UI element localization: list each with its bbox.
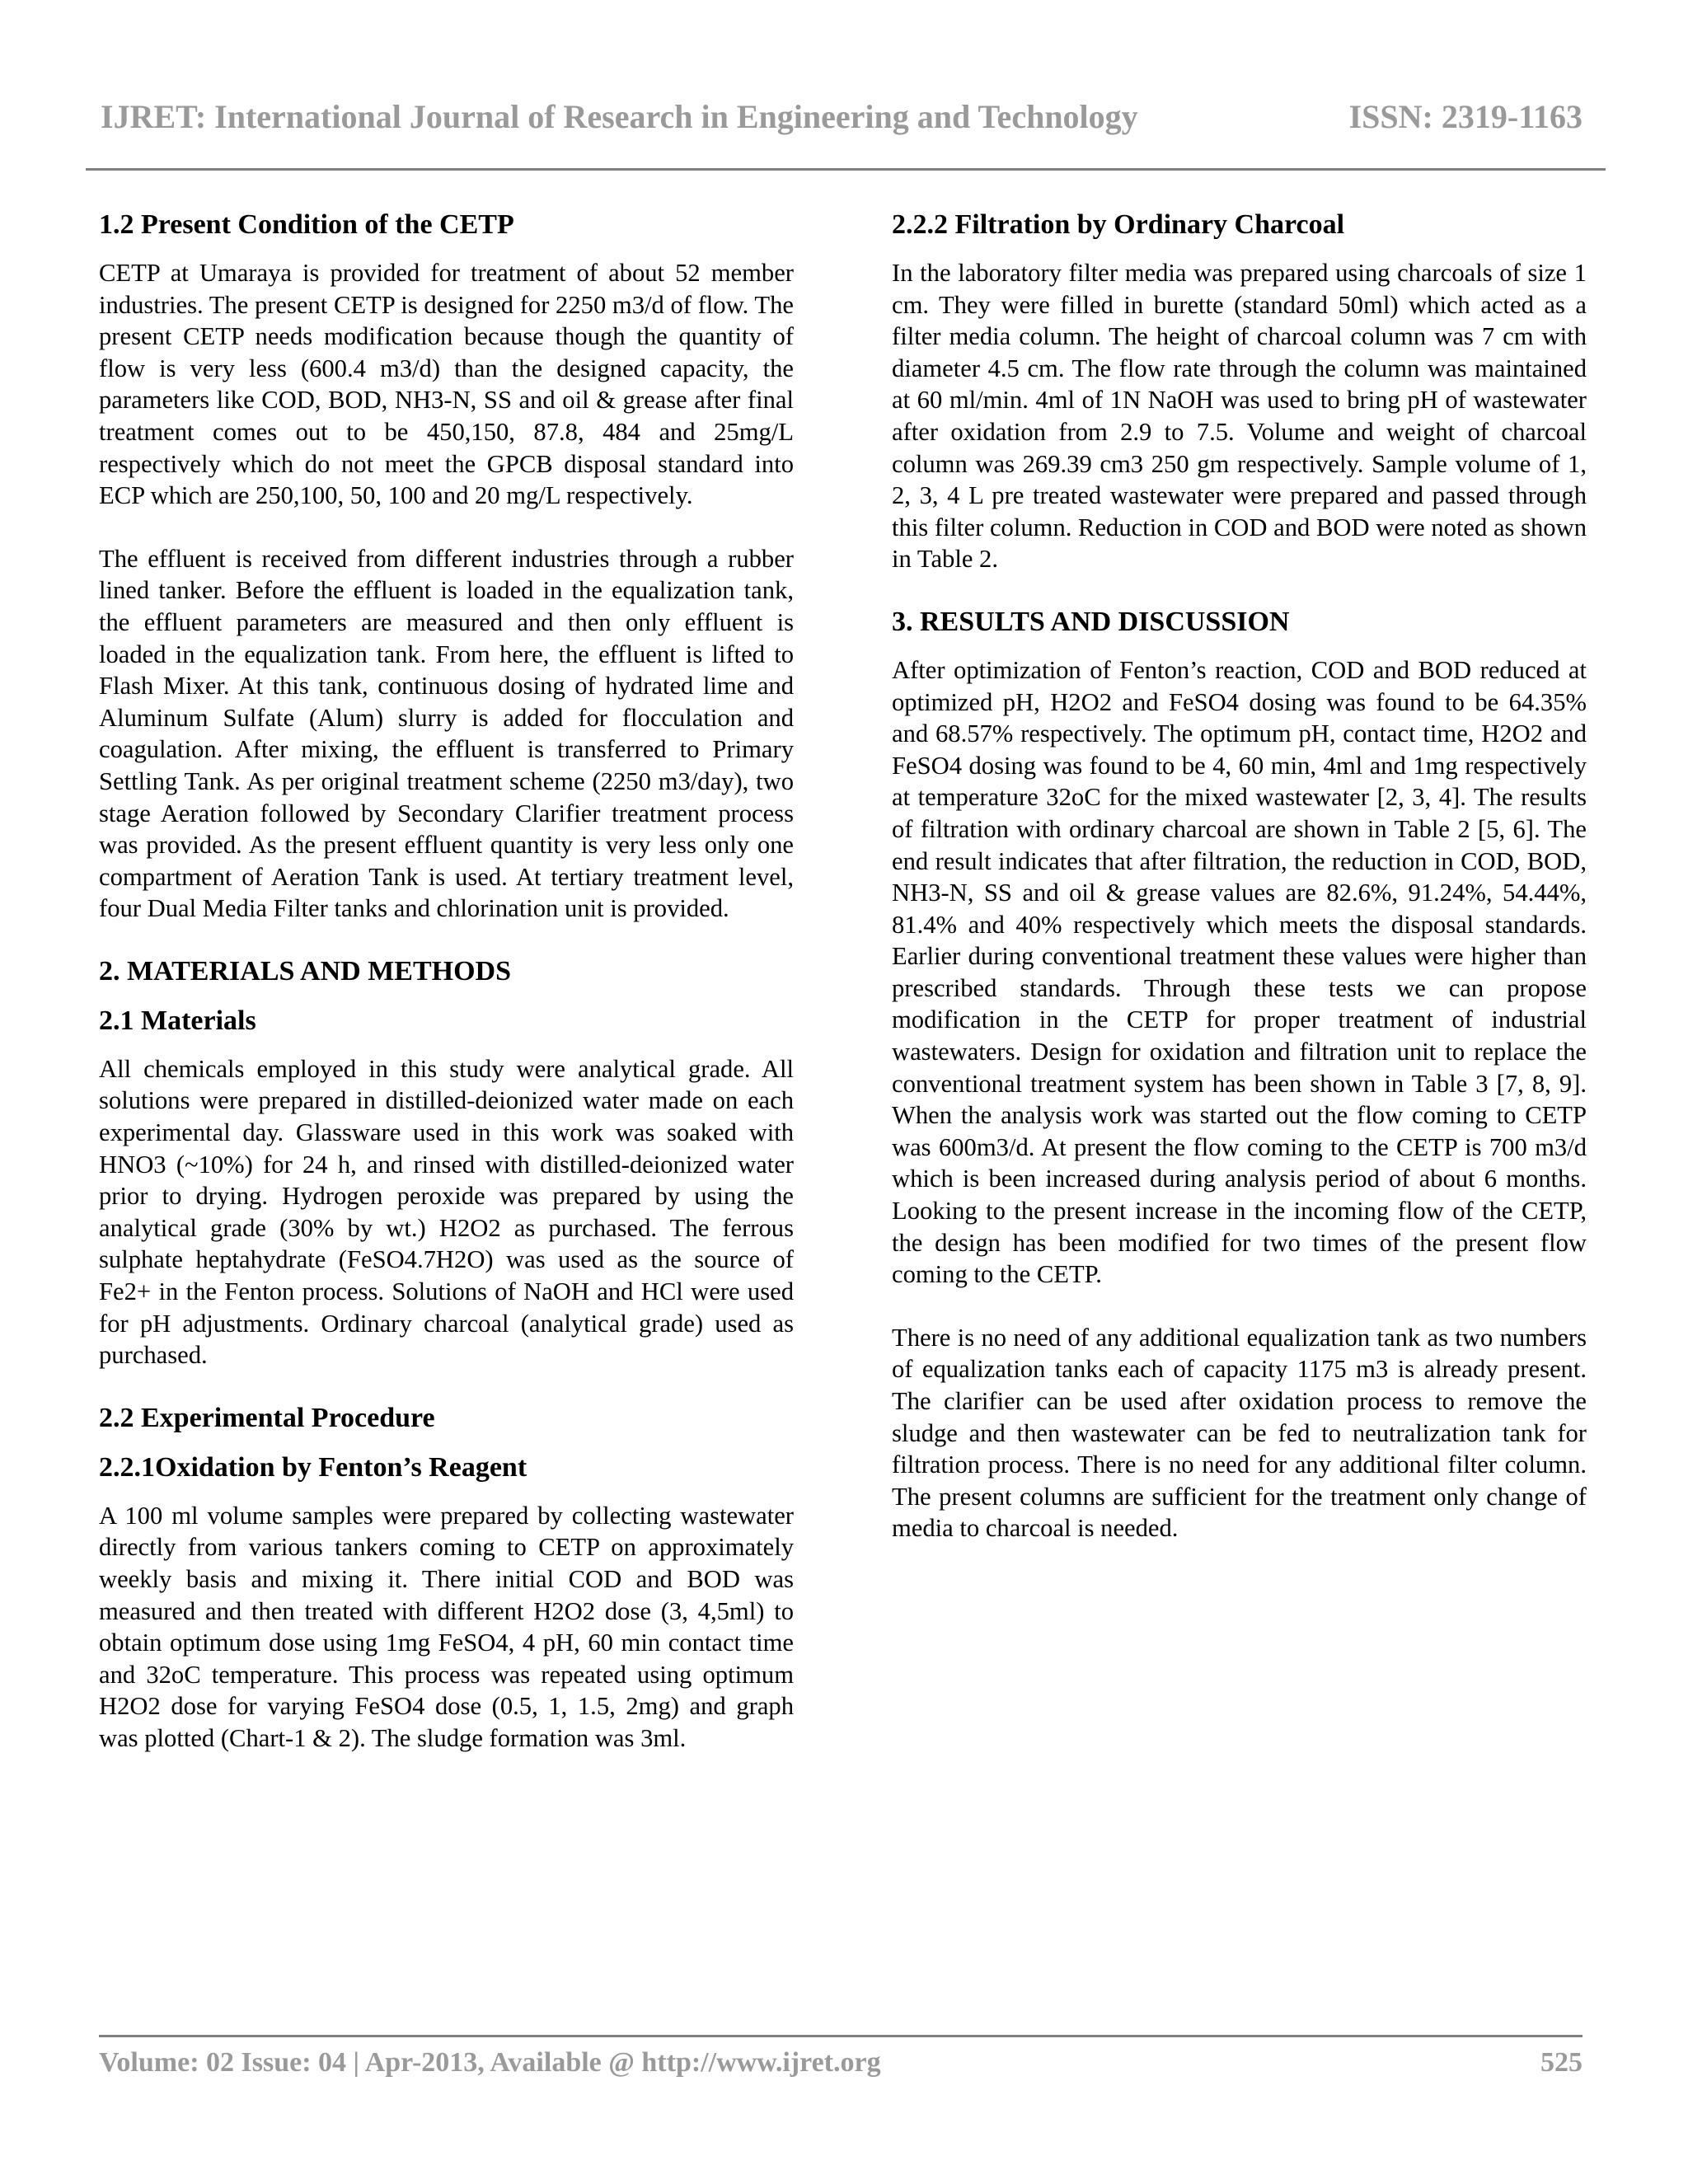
paragraph-present-condition-2: The effluent is received from different industries through a rubber lined tanker. Before the effluent is loaded in the equalization tank, the effluent parameters are measured and then only effluent is loaded in the equalization tank. From here, the effluent is lifted to Flash Mixer. At this tank, continuous dosing of hydrated lime and Aluminum Sulfate (Alum) slurry is added for flocculation and coagulation. After mixing, the effluent is transferred to Primary Settling Tank. As per original treatment scheme (2250 m3/day), two stage Aeration followed by Secondary Clarifier treatment process was provided. As the present effluent quantity is very less only one compartment of Aeration Tank is used. At tertiary treatment level, four Dual Media Filter tanks and chlorination unit is provided. bbox=[99, 544, 794, 923]
heading-results-discussion: 3. RESULTS AND DISCUSSION bbox=[892, 606, 1290, 637]
paragraph-oxidation-fenton: A 100 ml volume samples were prepared by collecting wastewater directly from various tankers coming to CETP on approximately weekly basis and mixing it. There initial COD and BOD was measured and then treated with different H2O2 dose (3, 4,5ml) to obtain optimum dose using 1mg FeSO4, 4 pH, 60 min contact time and 32oC temperature. This process was repeated using optimum H2O2 dose for varying FeSO4 dose (0.5, 1, 1.5, 2mg) and graph was plotted (Chart-1 & 2). The sludge formation was 3ml. bbox=[99, 1501, 794, 1752]
heading-experimental-procedure: 2.2 Experimental Procedure bbox=[99, 1402, 435, 1433]
paragraph-materials: All chemicals employed in this study were analytical grade. All solutions were prepared in distilled-deionized water made on each experimental day. Glassware used in this work was soaked with HNO3 (~10%) for 24 h, and rinsed with distilled-deionized water prior to drying. Hydrogen peroxide was prepared by using the analytical grade (30% by wt.) H2O2 as purchased. The ferrous sulphate heptahydrate (FeSO4.7H2O) was used as the source of Fe2+ in the Fenton process. Solutions of NaOH and HCl were used for pH adjustments. Ordinary charcoal (analytical grade) used as purchased. bbox=[99, 1054, 794, 1370]
left-column bbox=[99, 208, 794, 1755]
heading-filtration-charcoal: 2.2.2 Filtration by Ordinary Charcoal bbox=[892, 209, 1345, 240]
paragraph-filtration-charcoal: In the laboratory filter media was prepared using charcoals of size 1 cm. They were filled in burette (standard 50ml) which acted as a filter media column. The height of charcoal column was 7 cm with diameter 4.5 cm. The flow rate through the column was maintained at 60 ml/min. 4ml of 1N NaOH was used to bring pH of wastewater after oxidation from 2.9 to 7.5. Volume and weight of charcoal column was 269.39 cm3 250 gm respectively. Sample volume of 1, 2, 3, 4 L pre treated wastewater were prepared and passed through this filter column. Reduction in COD and BOD were noted as shown in Table 2. bbox=[892, 259, 1587, 574]
page-number: 525 bbox=[1540, 2047, 1582, 2078]
issn: ISSN: 2319-1163 bbox=[1348, 98, 1582, 135]
paragraph-results-1: After optimization of Fenton’s reaction, COD and BOD reduced at optimized pH, H2O2 and FeSO4 dosing was found to be 64.35% and 68.57% respectively. The optimum pH, contact time, H2O2 and FeSO4 dosing was found to be 4, 60 min, 4ml and 1mg respectively at temperature 32oC for the mixed wastewater [2, 3, 4]. The results of filtration with ordinary charcoal are shown in Table 2 [5, 6]. The end result indicates that after filtration, the reduction in COD, BOD, NH3-N, SS and oil & grease values are 82.6%, 91.24%, 54.44%, 81.4% and 40% respectively which meets the disposal standards. Earlier during conventional treatment these values were higher than prescribed standards. Through these tests we can propose modification in the CETP for proper treatment of industrial wastewaters. Design for oxidation and filtration unit to replace the conventional treatment system has been shown in Table 3 [7, 8, 9]. When the analysis work was started out the flow coming to CETP was 600m3/d. At present the flow coming to the CETP is 700 m3/d which is been increased during analysis period of about 6 months. Looking to the present increase in the incoming flow of the CETP, the design has been modified for two times of the present flow coming to the CETP. bbox=[892, 655, 1587, 1289]
paragraph-results-2: There is no need of any additional equalization tank as two numbers of equalization tanks each of capacity 1175 m3 is already present. The clarifier can be used after oxidation process to remove the sludge and then wastewater can be fed to neutralization tank for filtration process. There is no need for any additional filter column. The present columns are sufficient for the treatment only change of media to charcoal is needed. bbox=[892, 1323, 1587, 1543]
heading-materials-methods: 2. MATERIALS AND METHODS bbox=[99, 955, 511, 987]
header-divider bbox=[86, 168, 1606, 171]
page-header bbox=[0, 0, 1688, 173]
footer-divider bbox=[99, 2035, 1582, 2037]
journal-title: IJRET: International Journal of Research in Engineering and Technology bbox=[101, 98, 1138, 135]
heading-present-condition: 1.2 Present Condition of the CETP bbox=[99, 209, 514, 240]
heading-oxidation-fenton: 2.2.1Oxidation by Fenton’s Reagent bbox=[99, 1451, 528, 1483]
footer-citation: Volume: 02 Issue: 04 | Apr-2013, Available @ http://www.ijret.org bbox=[99, 2047, 881, 2078]
heading-materials: 2.1 Materials bbox=[99, 1005, 256, 1036]
paragraph-present-condition-1: CETP at Umaraya is provided for treatment of about 52 member industries. The present CETP is designed for 2250 m3/d of flow. The present CETP needs modification because though the quantity of flow is very less (600.4 m3/d) than the designed capacity, the parameters like COD, BOD, NH3-N, SS and oil & grease after final treatment comes out to be 450,150, 87.8, 484 and 25mg/L respectively which do not meet the GPCB disposal standard into ECP which are 250,100, 50, 100 and 20 mg/L respectively. bbox=[99, 259, 794, 510]
right-column bbox=[892, 208, 1587, 1544]
